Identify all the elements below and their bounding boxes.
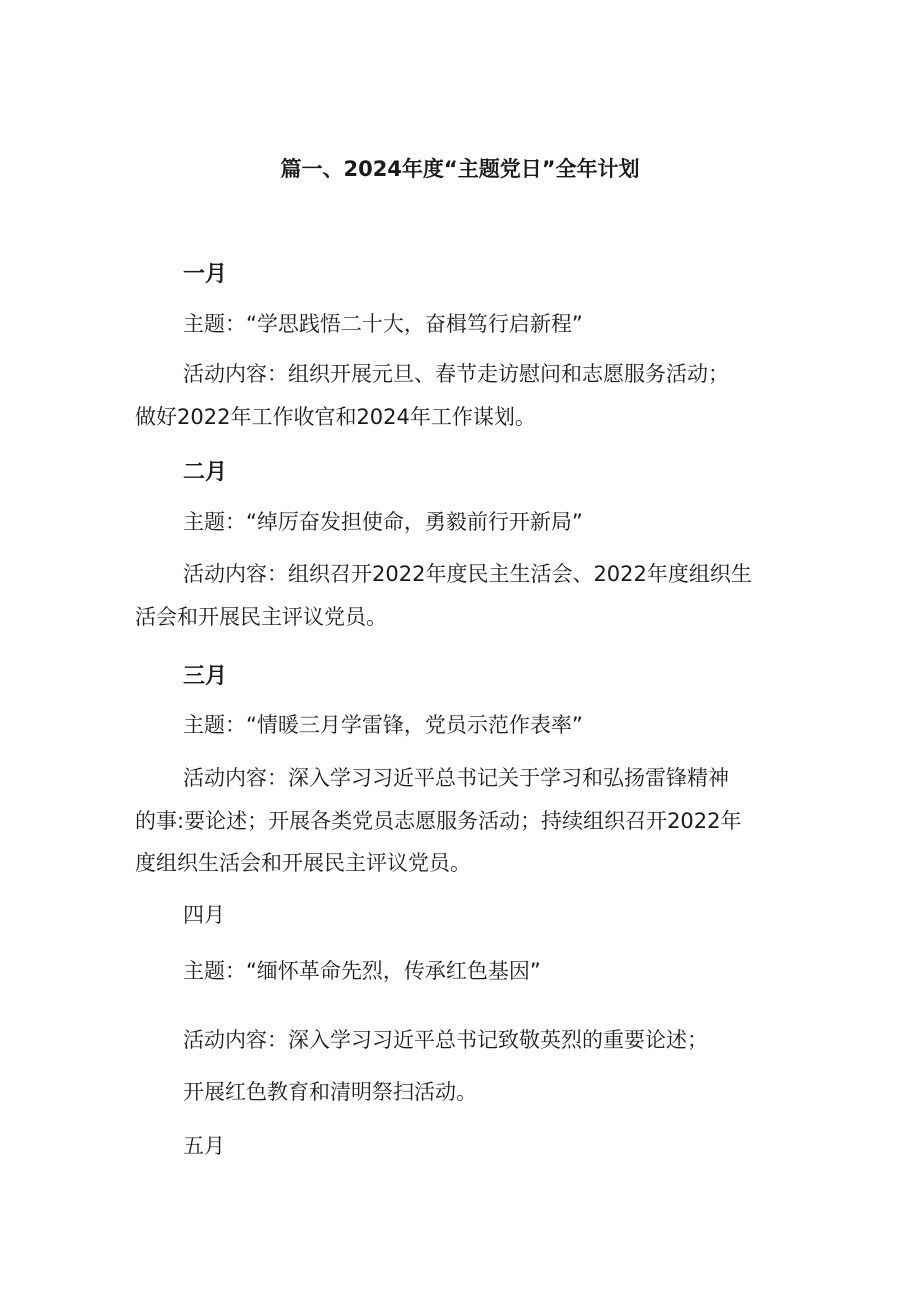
theme-march: 主题：“情暖三月学雷锋，党员示范作表率” — [183, 713, 583, 737]
content-april-line-2: 开展红色教育和清明祭扫活动。 — [183, 1080, 477, 1104]
content-march-line-1: 活动内容：深入学习习近平总书记关于学习和弘扬雷锋精神 — [183, 766, 729, 790]
content-january-line-2: 做好2022年工作收官和2024年工作谋划。 — [135, 405, 536, 429]
month-heading-january: 一月 — [183, 262, 228, 287]
content-april-line-1: 活动内容：深入学习习近平总书记致敬英烈的重要论述； — [183, 1028, 708, 1052]
content-march-line-3: 度组织生活会和开展民主评议党员。 — [135, 851, 471, 875]
month-heading-march: 三月 — [183, 664, 228, 689]
month-heading-april: 四月 — [183, 903, 225, 927]
content-february-line-1: 活动内容：组织召开2022年度民主生活会、2022年度组织生 — [183, 562, 752, 586]
content-january-line-1: 活动内容：组织开展元旦、春节走访慰问和志愿服务活动； — [183, 362, 729, 386]
theme-january: 主题：“学思践悟二十大，奋楫笃行启新程” — [183, 312, 583, 336]
month-heading-may: 五月 — [183, 1134, 225, 1158]
month-heading-february: 二月 — [183, 460, 228, 485]
theme-february: 主题：“绰厉奋发担使命，勇毅前行开新局” — [183, 510, 583, 534]
theme-april: 主题：“缅怀革命先烈，传承红色基因” — [183, 959, 541, 983]
document-title: 篇一、2024年度“主题党日”全年计划 — [280, 157, 640, 181]
content-march-line-2: 的事:要论述；开展各类党员志愿服务活动；持续组织召开2022年 — [135, 809, 742, 833]
content-february-line-2: 活会和开展民主评议党员。 — [135, 605, 387, 629]
